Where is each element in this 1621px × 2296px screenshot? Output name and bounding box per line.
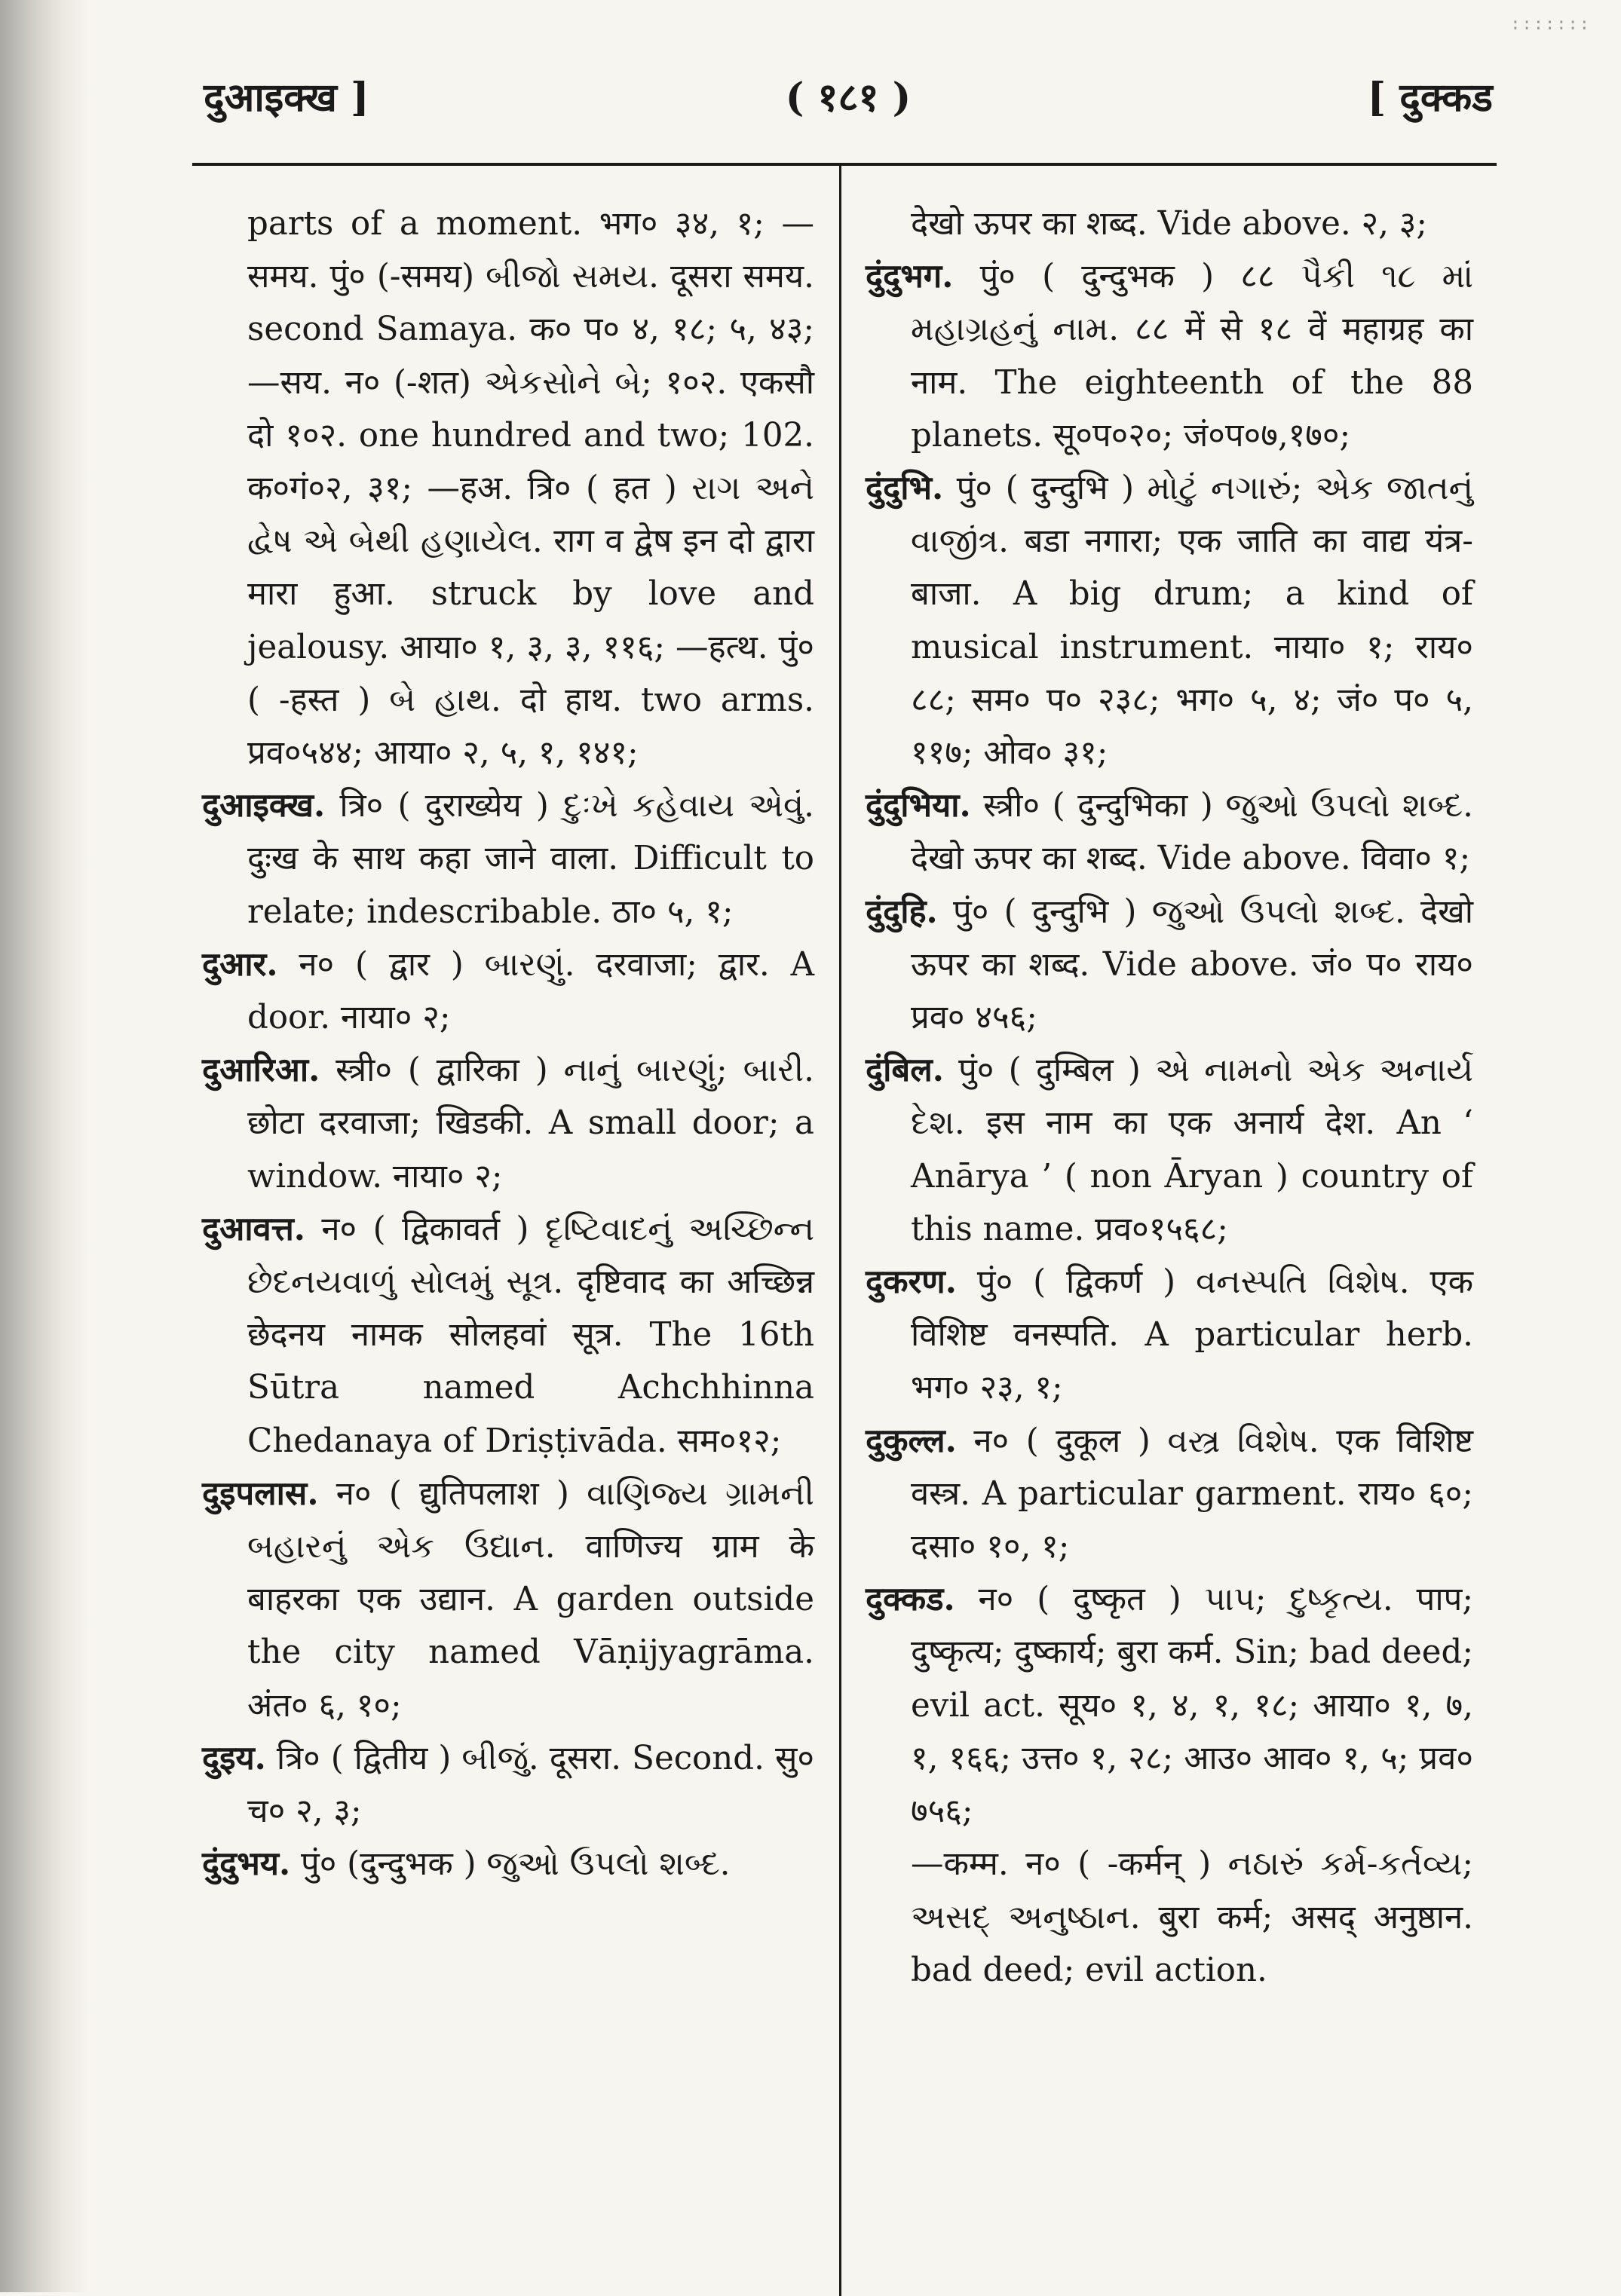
headword: दुआरिआ. [202,1051,320,1090]
entry-continuation: parts of a moment. भग० ३४, १; —समय. पुं० (-समय) બીજો સમય. दूसरा समय. second Samaya. क० प० ४, १८; ५, ४३; —सय. न० (-शत) એકસોને બે; १०२. एकसौ दो १०२. one hundred and two; 102. क०गं०२, ३१; —हअ. त्रि० ( हत ) રાગ અને દ્વેષ એ બેથી હણાયેલ. राग व द्वेष इन दो द्वारा मारा हुआ. struck by love and jealousy. आया० १, ३, ३, ११६; —हत्थ. पुं० ( -हस्त ) બે હાથ. दो हाथ. two arms. प्रव०५४४; आया० २, ५, १, १४१; [247,205,815,773]
headword: दुक्कड. [866,1580,955,1619]
left-column [202,197,814,1891]
dictionary-entry: दुइपलास. न० ( द्युतिपलाश ) વાણિજ્ય ગ્રામની બહારનું એક ઉદ્યાન. वाणिज्य ग्राम के बाहरका एक उद्यान. A garden outside the city named Vāṇijyagrāma. अंत० ६, १०; [202,1474,814,1725]
header-right-guideword: [ दुक्कड [1367,75,1493,121]
entry-continuation: —कम्म. न० ( -कर्मन् ) નઠારું કર્મ-કર્તવ્ય; અસદ્ અનુષ્ઠાન. बुरा कर्म; असद् अनुष्ठान. bad deed; evil action. [911,1845,1473,1989]
dictionary-entry: दुंदुभय. पुं० (दुन्दुभक ) જુઓ ઉપલો શબ્દ. [202,1844,731,1884]
dictionary-entry: दुंदुभि. पुं० ( दुन्दुभि ) મોટું નગારું; એક જાતનું વાજીંત્ર. बडा नगारा; एक जाति का वाद्य यंत्र-बाजा. A big drum; a kind of musical instrument. नाया० १; राय० ८८; सम० प० २३८; भग० ५, ४; जं० प० ५, ११७; ओव० ३१; [866,469,1473,773]
headword: दुंदुभग. [866,257,954,296]
right-column [866,197,1473,1997]
dictionary-entry: दुआर. न० ( द्वार ) બારણું. दरवाजा; द्वार. A door. नाया० २; [202,944,814,1037]
dictionary-entry: दुंदुहि. पुं० ( दुन्दुभि ) જુઓ ઉપલો શબ્દ. देखो ऊपर का शब्द. Vide above. जं० प० राय० प्रव० ४५६; [866,892,1473,1037]
header-left-guideword: दुआइक्ख ] [204,75,369,121]
headword: दुकरण. [866,1263,957,1302]
headword: दुआइक्ख. [202,786,326,825]
column-divider [839,163,841,2296]
headword: दुआर. [202,944,278,984]
dictionary-entry: दुकरण. पुं० ( द्विकर्ण ) વનસ્પતિ વિશેષ. एक विशिष्ट वनस्पति. A particular herb. भग० २३, १; [866,1263,1473,1407]
headword: दुंबिल. [866,1051,944,1090]
scan-dots: ::::::: [1510,15,1591,34]
dictionary-entry: दुंदुभग. पुं० ( दुन्दुभक ) ८८ પૈકી ૧૮ માં મહાગ્રહનું નામ. ८८ में से १८ वें महाग्रह का नाम. The eighteenth of the 88 planets. सू०प०२०; जं०प०७,१७०; [866,257,1473,455]
entry-continuation: देखो ऊपर का शब्द. Vide above. २, ३; [911,205,1428,243]
scan-edge-shadow [0,0,90,2292]
headword: दुंदुभिया. [866,786,971,825]
dictionary-entry: दुंबिल. पुं० ( दुम्बिल ) એ નામનો એક અનાર્ય દેશ. इस नाम का एक अनार्य देश. An ‘ Anārya ’ ( non Āryan ) country of this name. प्रव०१५६८; [866,1051,1473,1248]
headword: दुइपलास. [202,1474,319,1513]
headword: दुकुल्ल. [866,1421,957,1460]
dictionary-entry: दुंदुभिया. स्त्री० ( दुन्दुभिका ) જુઓ ઉપલો શબ્દ. देखो ऊपर का शब्द. Vide above. विवा० १; [866,786,1473,878]
dictionary-entry: दुआरिआ. स्त्री० ( द्वारिका ) નાનું બારણું; બારી. छोटा दरवाजा; खिडकी. A small door; a window. नाया० २; [202,1051,814,1195]
headword: दुंदुभय. [202,1844,291,1884]
headword: दुंदुहि. [866,892,938,931]
headword: दुइय. [202,1738,266,1777]
dictionary-entry: दुआइक्ख. त्रि० ( दुराख्येय ) દુઃખે કહેવાય એવું. दुःख के साथ कहा जाने वाला. Difficult to relate; indescribable. ठा० ५, १; [202,786,814,931]
header-rule [192,163,1497,166]
headword: दुंदुभि. [866,469,944,508]
dictionary-entry: दुआवत्त. न० ( द्विकावर्त ) દૃષ્ટિવાદનું અચ્છિન્ન છેદનયવાળું સોલમું સૂત્ર. दृष्टिवाद का अच्छिन्न छेदनय नामक सोलहवां सूत्र. The 16th Sūtra named Achchhinna Chedanaya of Driṣṭivāda. सम०१२; [202,1209,814,1460]
dictionary-entry: दुकुल्ल. न० ( दुकूल ) વસ્ત્ર વિશેષ. एक विशिष्ट वस्त्र. A particular garment. राय० ६०; दसा० १०, १; [866,1421,1473,1566]
headword: दुआवत्त. [202,1209,305,1248]
page-header [204,69,1493,130]
dictionary-entry: दुइय. त्रि० ( द्वितीय ) બીજું. दूसरा. Second. सु० च० २, ३; [202,1738,814,1831]
dictionary-entry: दुक्कड. न० ( दुष्कृत ) પાપ; દુષ્કૃત્ય. पाप; दुष्कृत्य; दुष्कार्य; बुरा कर्म. Sin; bad deed; evil act. सूय० १, ४, १, १८; आया० १, ७, १, १६६; उत्त० १, २८; आउ० आव० १, ५; प्रव० ७५६; [866,1580,1474,1831]
page-number: ( १८१ ) [785,75,912,121]
